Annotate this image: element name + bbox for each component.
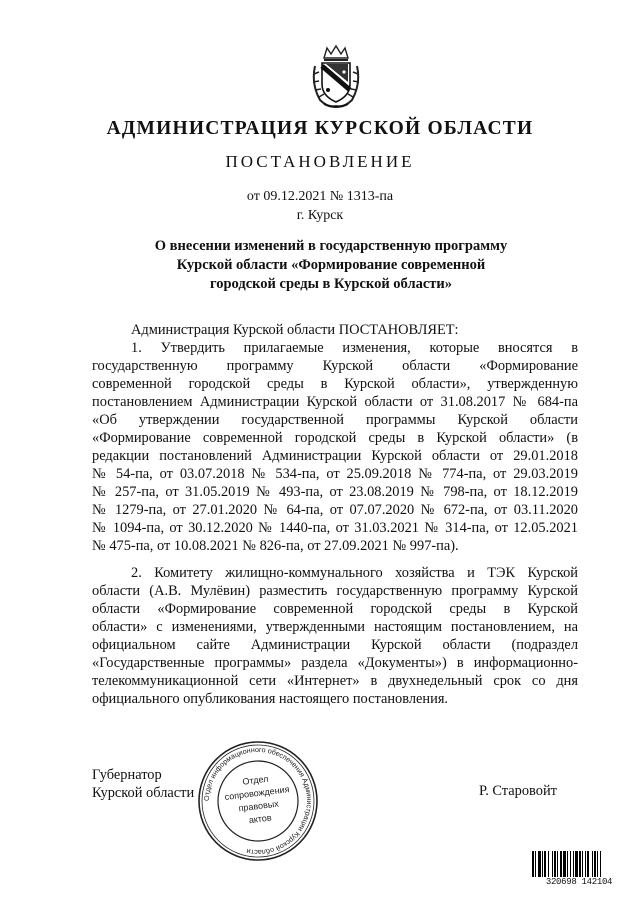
barcode-bar bbox=[538, 851, 541, 877]
body-line: телекоммуникационной сети «Интернет» в двухнедельный срок со дня bbox=[92, 673, 578, 689]
subject-line: О внесении изменений в государственную программу bbox=[154, 238, 508, 254]
body-line: «Формирование современной городской среды в Курской области» (в bbox=[92, 430, 578, 446]
stamp-inner-line: правовых bbox=[237, 798, 280, 814]
signatory-name: Р. Старовойт bbox=[479, 783, 557, 799]
barcode-bar bbox=[597, 851, 598, 877]
body-line: постановлением Администрации Курской области от 31.08.2017 № 684-па bbox=[92, 394, 578, 410]
subject-line: городской среды в Курской области» bbox=[210, 276, 452, 292]
barcode-bar bbox=[587, 851, 589, 877]
stamp-outer-text: Отдел информационного обеспечения Администрации Курской области bbox=[201, 744, 315, 858]
body-line: № 475-па, от 10.08.2021 № 826-па, от 27.09.2021 № 997-па). bbox=[92, 538, 459, 554]
stamp-inner-line: Отдел bbox=[241, 773, 269, 787]
barcode-bar bbox=[532, 851, 534, 877]
stamp-inner-line: актов bbox=[248, 812, 273, 826]
barcode-bar bbox=[575, 851, 578, 877]
organization-title: АДМИНИСТРАЦИЯ КУРСКОЙ ОБЛАСТИ bbox=[106, 118, 534, 139]
barcode-bar bbox=[554, 851, 556, 877]
barcode-bar bbox=[573, 851, 574, 877]
official-stamp bbox=[196, 739, 320, 863]
body-line: № 257-па, от 31.05.2019 № 493-па, от 23.08.2019 № 798-па, от 18.12.2019 bbox=[92, 484, 578, 500]
barcode-bar bbox=[582, 851, 583, 877]
body-line: «Об утверждении государственной программы Курской области bbox=[92, 412, 578, 428]
body-line: 2. Комитету жилищно-коммунального хозяйства и ТЭК Курской bbox=[131, 565, 578, 581]
barcode-bar bbox=[600, 851, 601, 877]
body-line: Администрация Курской области ПОСТАНОВЛЯЕТ: bbox=[131, 322, 459, 338]
position-line: Губернатор bbox=[92, 767, 162, 783]
body-line: области» с изменениями, утвержденными настоящим постановлением, на bbox=[92, 619, 578, 635]
barcode-bar bbox=[548, 851, 549, 877]
coat-of-arms-icon bbox=[310, 44, 362, 110]
body-line: № 1094-па, от 30.12.2020 № 1440-па, от 31.03.2021 № 314-па, от 12.05.2021 bbox=[92, 520, 578, 536]
barcode-bar bbox=[557, 851, 558, 877]
body-line: редакции постановлений Администрации Курской области от 29.01.2018 bbox=[92, 448, 578, 464]
barcode-bar bbox=[567, 851, 568, 877]
body-line: официальном сайте Администрации Курской области (подраздел bbox=[92, 637, 578, 653]
body-line: № 54-па, от 03.07.2018 № 534-па, от 25.09.2018 № 774-па, от 29.03.2019 bbox=[92, 466, 578, 482]
barcode-bar bbox=[592, 851, 593, 877]
barcode-bar bbox=[579, 851, 581, 877]
document-subject bbox=[100, 237, 562, 294]
barcode-bar bbox=[563, 851, 566, 877]
barcode-bar bbox=[535, 851, 536, 877]
body-line: официального опубликования настоящего постановления. bbox=[92, 691, 449, 707]
date-number: от 09.12.2021 № 1313-па bbox=[246, 189, 394, 204]
barcode-bar bbox=[542, 851, 543, 877]
body-line: области «Формирование современной городской среды в Курской bbox=[92, 601, 578, 617]
body-line: современной городской среды в Курской области», утвержденную bbox=[92, 376, 578, 392]
barcode-number: 320698 142104 bbox=[545, 877, 613, 887]
barcode-bar bbox=[585, 851, 586, 877]
barcode-bar bbox=[544, 851, 546, 877]
position-line: Курской области bbox=[92, 785, 195, 801]
body-line: области (А.В. Мулёвин) разместить государственную программу Курской bbox=[92, 583, 578, 599]
body-line: государственную программу Курской области «Формирование bbox=[92, 358, 578, 374]
barcode-bar bbox=[552, 851, 553, 877]
barcode-bar bbox=[594, 851, 596, 877]
barcode-bar bbox=[560, 851, 562, 877]
body-line: «Государственные программы» раздела «Документы») в информационно- bbox=[92, 655, 578, 671]
body-line: № 1279-па, от 27.01.2020 № 64-па, от 07.07.2020 № 672-па, от 03.11.2020 bbox=[92, 502, 578, 518]
subject-line: Курской области «Формирование современной bbox=[176, 257, 486, 273]
signatory-position bbox=[92, 766, 194, 802]
body-line: 1. Утвердить прилагаемые изменения, которые вносятся в bbox=[131, 340, 578, 356]
barcode bbox=[532, 851, 626, 877]
city: г. Курск bbox=[296, 208, 344, 223]
document-type: ПОСТАНОВЛЕНИЕ bbox=[225, 152, 415, 171]
barcode-bar bbox=[570, 851, 571, 877]
stamp-inner-line: сопровождения bbox=[224, 784, 291, 802]
